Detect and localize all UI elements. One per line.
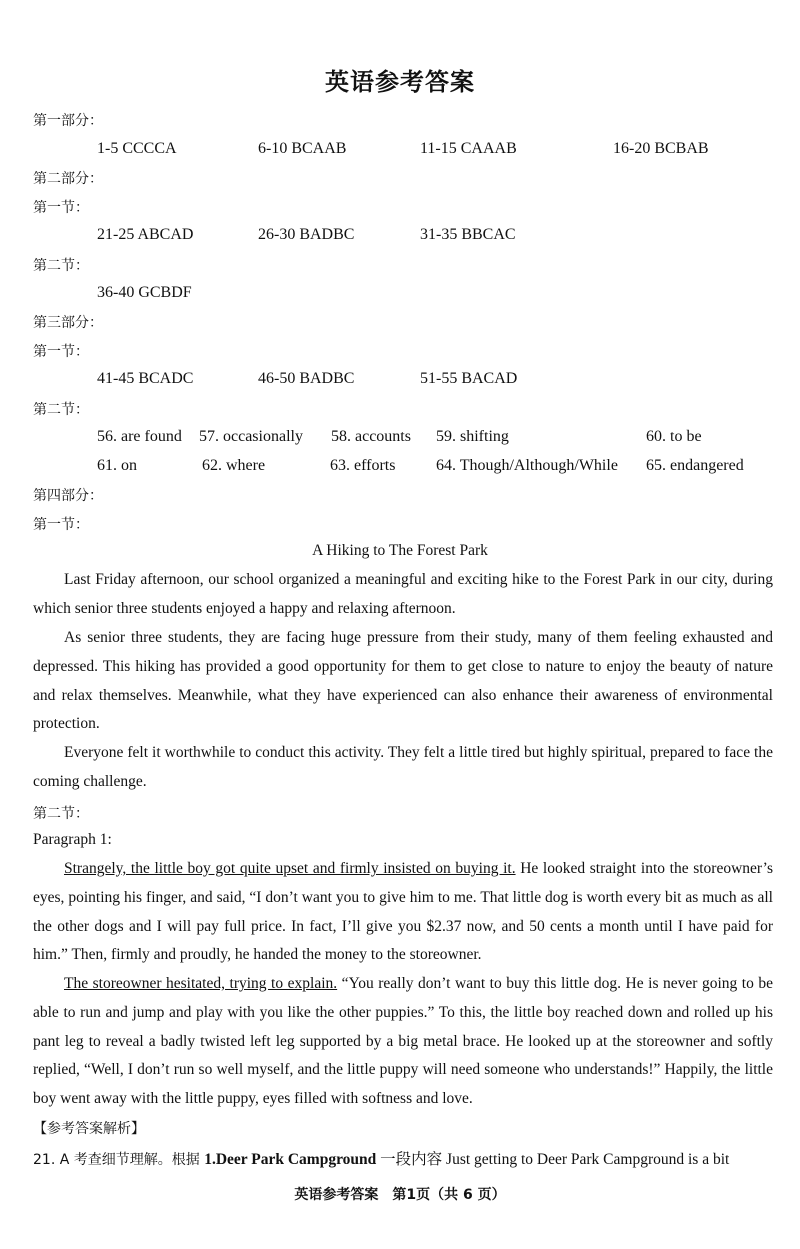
paragraph-body: “You really don’t want to buy this little dog. He is never going to be able to run and jump and play with you like the other puppies.” To this, the little boy reached down and rolled up his pant leg to reveal a badly twisted left leg supported by a big metal brace. He looked up at the storeowner and softly replied, “Well, I don’t run so well myself, and the little puppy will need someone who understands!” Happily, the little boy went away with the little puppy, eyes filled with softness and love. [33, 975, 774, 1108]
essay-title: A Hiking to The Forest Park [312, 542, 488, 559]
analysis-q21-prefix: 21. A 考查细节理解。根据 [33, 1152, 205, 1168]
part1-label: 第一部分： [33, 113, 103, 129]
paragraph-label: Paragraph 1: [33, 831, 112, 848]
fill-answer: 57. occasionally [199, 428, 303, 445]
fill-answer: 56. are found [97, 428, 182, 445]
fill-answer: 60. to be [646, 428, 702, 445]
analysis-label: 【参考答案解析】 [33, 1121, 145, 1137]
answer-group: 51-55 BACAD [420, 370, 518, 387]
essay-paragraph: Last Friday afternoon, our school organized a meaningful and exciting hike to the Forest Park in our city, during which senior three students enjoyed a happy and relaxing afternoon. [33, 571, 773, 617]
essay-paragraph: Everyone felt it worthwhile to conduct this activity. They felt a little tired but highly spiritual, prepared to face the coming challenge. [33, 744, 773, 790]
analysis-q21-heading: 1.Deer Park Campground [204, 1151, 377, 1168]
part4-label: 第四部分： [33, 488, 103, 504]
answer-group: 26-30 BADBC [258, 226, 355, 243]
part2-section2-label: 第二节： [33, 258, 89, 274]
essay-paragraph: As senior three students, they are facing huge pressure from their study, many of them feeling exhausted and depressed. This hiking has provided a good opportunity for them to get close to nature to enjoy the beauty of nature and relax themselves. Meanwhile, what they have experienced can also enhance their awareness of environmental protection. [33, 629, 773, 733]
fill-answer: 64. Though/Although/While [436, 457, 618, 474]
answer-group: 1-5 CCCCA [97, 140, 177, 157]
underlined-opening-sentence: The storeowner hesitated, trying to explain. [64, 975, 338, 992]
continuation-paragraph-2 [33, 970, 773, 1114]
underlined-opening-sentence: Strangely, the little boy got quite upset and firmly insisted on buying it. [64, 860, 516, 877]
answer-group: 41-45 BCADC [97, 370, 194, 387]
answer-group: 46-50 BADBC [258, 370, 355, 387]
fill-answer: 65. endangered [646, 457, 744, 474]
part3-label: 第三部分： [33, 315, 103, 331]
page-title: 英语参考答案 [325, 68, 475, 96]
answer-group: 11-15 CAAAB [420, 140, 517, 157]
answer-group: 16-20 BCBAB [613, 140, 709, 157]
answer-group: 6-10 BCAAB [258, 140, 347, 157]
continuation-paragraph-1 [33, 855, 773, 970]
answer-group: 21-25 ABCAD [97, 226, 194, 243]
fill-answer: 59. shifting [436, 428, 509, 445]
analysis-q21 [33, 1147, 729, 1169]
answer-group: 31-35 BBCAC [420, 226, 516, 243]
fill-answer: 62. where [202, 457, 266, 474]
paragraph-body: He looked straight into the storeowner’s eyes, pointing his finger, and said, “I don’t want you to give him to me. That little dog is worth every bit as much as all the other dogs and I will pay full price. In fact, I’ll give you $2.37 now, and 50 cents a month until I have paid for him.” Then, firmly and proudly, he handed the money to the storeowner. [33, 860, 773, 964]
part4-section2-label: 第二节： [33, 806, 89, 822]
page-footer: 英语参考答案 第1页（共 6 页） [294, 1187, 506, 1203]
part4-section1-label: 第一节： [33, 517, 89, 533]
fill-answer: 58. accounts [331, 428, 411, 445]
part3-section2-label: 第二节： [33, 402, 89, 418]
part2-section1-label: 第一节： [33, 200, 89, 216]
analysis-q21-text: 一段内容 Just getting to Deer Park Campground is a bit [376, 1151, 730, 1168]
answer-group: 36-40 GCBDF [97, 284, 192, 301]
part3-section1-label: 第一节： [33, 344, 89, 360]
part2-label: 第二部分： [33, 171, 103, 187]
fill-answer: 61. on [97, 457, 137, 474]
fill-answer: 63. efforts [330, 457, 396, 474]
